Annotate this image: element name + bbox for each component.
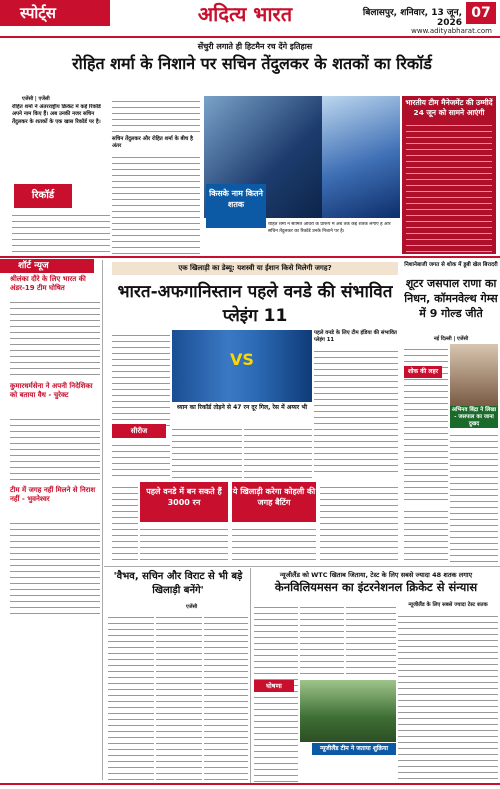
bottom-left-column: [204, 612, 248, 782]
right-byline: नई दिल्ली | एजेंसी: [433, 336, 469, 342]
bottom-right-column: [300, 602, 344, 676]
dateline: बिलासपुर, शनिवार, 13 जून, 2026: [362, 8, 462, 28]
middle-body-column: [112, 482, 138, 564]
new-zealand-team-photo: [300, 680, 396, 742]
middle-headline: भारत-अफगानिस्तान पहले वनडे की संभावित प्लेइंग 11: [117, 282, 393, 326]
logo-text: अदित्य भारत: [197, 2, 293, 26]
middle-body-column: [112, 440, 170, 480]
right-body-column: [450, 430, 498, 564]
footer-divider: [0, 783, 500, 785]
bottom-photo-caption: न्यूजीलैंड टीम ने जताया शुक्रिया: [312, 743, 396, 755]
middle-body-column: [244, 424, 312, 480]
text-block: [398, 611, 498, 779]
bottom-left-headline: 'वैभव, सचिन और विराट से भी बड़े खिलाड़ी बनेंगे': [113, 571, 243, 596]
lead-intro: रोहित शर्मा ने अंतरराष्ट्रीय क्रिकेट में कई रिकॉर्ड अपने नाम किए हैं। अब उनकी नजर सचिन तेंदुलकर के शतकों के एक खास रिकॉर्ड पर है।: [12, 104, 101, 125]
middle-photo-caption: ध्यान का रिकॉर्ड तोड़ने से 47 रन दूर गिल, रेस में अय्यर भी: [176, 404, 308, 411]
mourning-label-box: शोक की लहर: [404, 366, 442, 378]
middle-body-column: [112, 330, 170, 426]
lead-byline: एजेंसी | एजेंसी: [22, 96, 50, 102]
bottom-right-column: [346, 602, 396, 676]
text-block: [112, 152, 200, 256]
lead-kicker: सेंचुरी लगाते ही हिटमैन रच देंगे इतिहास: [197, 42, 313, 51]
short-news-title: श्रीलंका दौरे के लिए भारत की अंडर-19 टीम घोषित: [10, 275, 86, 292]
announcement-label-box: घोषणा: [254, 680, 294, 692]
bottom-right-column: [254, 602, 298, 782]
middle-body-column: [172, 424, 242, 480]
lead-photo-caption: रोहित शर्मा ने सीमित ओवरों के प्रारूप में अब तक कई शतक लगाए हैं और सचिन तेंदुलकर का रिकॉर्ड उनके निशाने पर है।: [268, 222, 391, 234]
jaspal-rana-photo: [450, 344, 498, 406]
column-divider: [250, 568, 251, 783]
short-news-body: [10, 518, 100, 618]
bottom-left-column: [156, 612, 202, 782]
lead-body-column: [12, 210, 110, 254]
side-story-title: भारतीय टीम मैनेजमेंट की उम्मीदें 24 जून को सामने आएंगी: [405, 98, 493, 117]
bottom-right-kicker: न्यूजीलैंड को WTC खिताब जिताया, टेस्ट के लिए सबसे ज्यादा 48 शतक लगाए: [279, 571, 473, 579]
playing-eleven-column: [314, 330, 398, 480]
column-divider: [102, 260, 103, 780]
bottom-right-headline: केनविलियमसन का इंटरनेशनल क्रिकेट से संन्यास: [274, 580, 478, 594]
lead-headline: रोहित शर्मा के निशाने पर सचिन तेंदुलकर के शतकों का रिकॉर्ड: [72, 54, 432, 73]
section-divider: [0, 256, 500, 258]
short-news-title: टीम में जगह नहीं मिलने से निराश नहीं - भुवनेश्वर: [10, 486, 96, 503]
website-url: www.adityabharat.com: [411, 27, 492, 35]
lead-quote-box: किसके नाम कितने शतक: [206, 184, 266, 228]
sachin-tendulkar-photo: [322, 96, 400, 218]
text-block: [314, 346, 398, 472]
bottom-left-column: [108, 612, 154, 782]
record-label-box: रिकॉर्ड: [14, 184, 72, 208]
highlight-box-kohli: ये खिलाड़ी करेगा कोहली की जगह बैटिंग: [232, 482, 316, 522]
middle-body-column: [320, 482, 398, 564]
short-news-body: [10, 414, 100, 484]
page-number: 07: [466, 2, 496, 24]
short-news-heading: शॉर्ट न्यूज: [0, 259, 94, 273]
side-story-text: [406, 120, 492, 252]
right-kicker: निशानेबाजी जगत से शोक में डूबी खेल बिरादरी: [404, 262, 498, 268]
header-divider: [0, 36, 500, 38]
highlight-box-text: [232, 524, 316, 564]
bottom-left-byline: एजेंसी: [186, 604, 198, 610]
bottom-side-column: [398, 602, 498, 782]
playing-eleven-heading: पहले वनडे के लिए टीम इंडिया की संभावित प्लेइंग 11: [314, 330, 397, 343]
series-label-box: सीरीज: [112, 424, 166, 438]
section-label: स्पोर्ट्स: [0, 0, 110, 26]
lead-subheading: सचिन तेंदुलकर और रोहित शर्मा के बीच है अंतर: [112, 136, 193, 149]
lead-body-column-2: [112, 96, 200, 256]
right-headline: शूटर जसपाल राणा का निधन, कॉमनवेल्थ गेम्स में 9 गोल्ड जीते: [404, 277, 498, 320]
middle-kicker: एक खिलाड़ी का डेब्यू: यशस्वी या ईशान किसे मिलेगी जगह?: [112, 262, 398, 275]
short-news-body: [10, 297, 100, 379]
right-body-column: [404, 506, 448, 564]
masthead-logo: [180, 2, 310, 30]
bottom-side-title: न्यूजीलैंड के लिए सबसे ज्यादा टेस्ट शतक: [408, 602, 488, 608]
right-photo-caption: अभिनव बिंद्रा ने लिखा - जसपाल का जाना दुखद: [451, 407, 497, 427]
section-divider: [104, 566, 500, 567]
text-block: [112, 96, 200, 134]
short-news-title: कुमारधर्मसेना ने अपनी निदेशिका को बताया वैध - चुरेक्ट: [10, 382, 93, 399]
highlight-box-text: [140, 524, 228, 564]
highlight-box-runs: पहले वनडे में बन सकते हैं 3000 रन: [140, 482, 228, 522]
versus-label: VS: [230, 350, 254, 369]
